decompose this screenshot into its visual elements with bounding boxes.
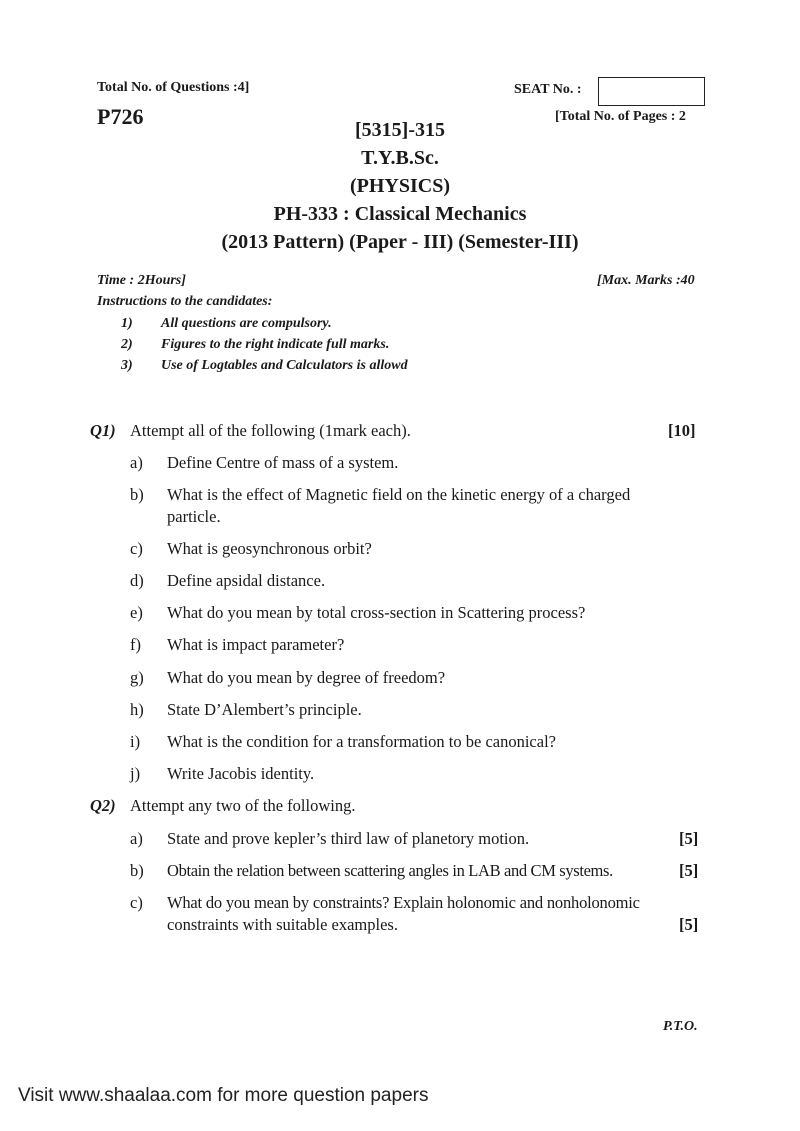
item-text: Define Centre of mass of a system. [167,453,399,472]
item-text: What is geosynchronous orbit? [167,539,372,558]
instruction-num: 3) [121,358,133,373]
item-text: What do you mean by degree of freedom? [167,668,446,687]
item-label: e) [130,603,143,622]
item-text: What do you mean by constraints? Explain holonomic and nonholonomic [167,893,640,912]
item-label: j) [130,764,141,783]
instruction-text: Figures to the right indicate full marks. [161,337,390,352]
item-text: What do you mean by total cross-section in Scattering process? [167,603,586,622]
course: T.Y.B.Sc. [361,147,439,169]
q1-number: Q1) [90,421,116,440]
item-text: State and prove kepler’s third law of planetory motion. [167,829,530,848]
item-text: State D’Alembert’s principle. [167,700,362,719]
item-label: g) [130,668,144,687]
seat-number-box [598,77,705,106]
item-label: b) [130,861,144,880]
pto: P.T.O. [663,1019,698,1034]
item-label: d) [130,571,144,590]
item-label: c) [130,893,143,912]
footer-link[interactable]: Visit www.shaalaa.com for more question papers [18,1085,429,1106]
q1-marks: [10] [668,421,696,440]
item-marks: [5] [679,915,699,934]
item-label: c) [130,539,143,558]
paper-code: P726 [97,104,144,129]
time: Time : 2Hours] [97,273,186,288]
seat-label: SEAT No. : [514,82,582,97]
instruction-text: All questions are compulsory. [161,316,332,331]
item-label: h) [130,700,144,719]
total-pages: [Total No. of Pages : 2 [555,109,686,124]
item-label: i) [130,732,141,751]
total-questions: Total No. of Questions :4] [97,80,250,95]
q2-number: Q2) [90,796,116,815]
item-text-cont: constraints with suitable examples. [167,915,398,934]
item-label: a) [130,453,143,472]
exam-code: [5315]-315 [355,119,445,141]
item-text: Define apsidal distance. [167,571,326,590]
q1-text: Attempt all of the following (1mark each). [130,421,411,440]
item-marks: [5] [679,829,699,848]
instruction-num: 2) [121,337,133,352]
instruction-num: 1) [121,316,133,331]
max-marks: [Max. Marks :40 [597,273,695,288]
pattern: (2013 Pattern) (Paper - III) (Semester-III) [221,231,579,253]
item-text: What is impact parameter? [167,635,345,654]
item-marks: [5] [679,861,699,880]
instruction-text: Use of Logtables and Calculators is allowd [161,358,408,373]
paper-title: PH-333 : Classical Mechanics [273,203,527,225]
item-text: Obtain the relation between scattering angles in LAB and CM systems. [167,861,613,880]
item-text-cont: particle. [167,507,221,526]
item-label: f) [130,635,141,654]
item-text: Write Jacobis identity. [167,764,315,783]
subject: (PHYSICS) [349,175,450,197]
item-text: What is the condition for a transformation to be canonical? [167,732,556,751]
q2-text: Attempt any two of the following. [130,796,356,815]
item-text: What is the effect of Magnetic field on the kinetic energy of a charged [167,485,631,504]
item-label: b) [130,485,144,504]
instructions-heading: Instructions to the candidates: [97,294,273,309]
item-label: a) [130,829,143,848]
